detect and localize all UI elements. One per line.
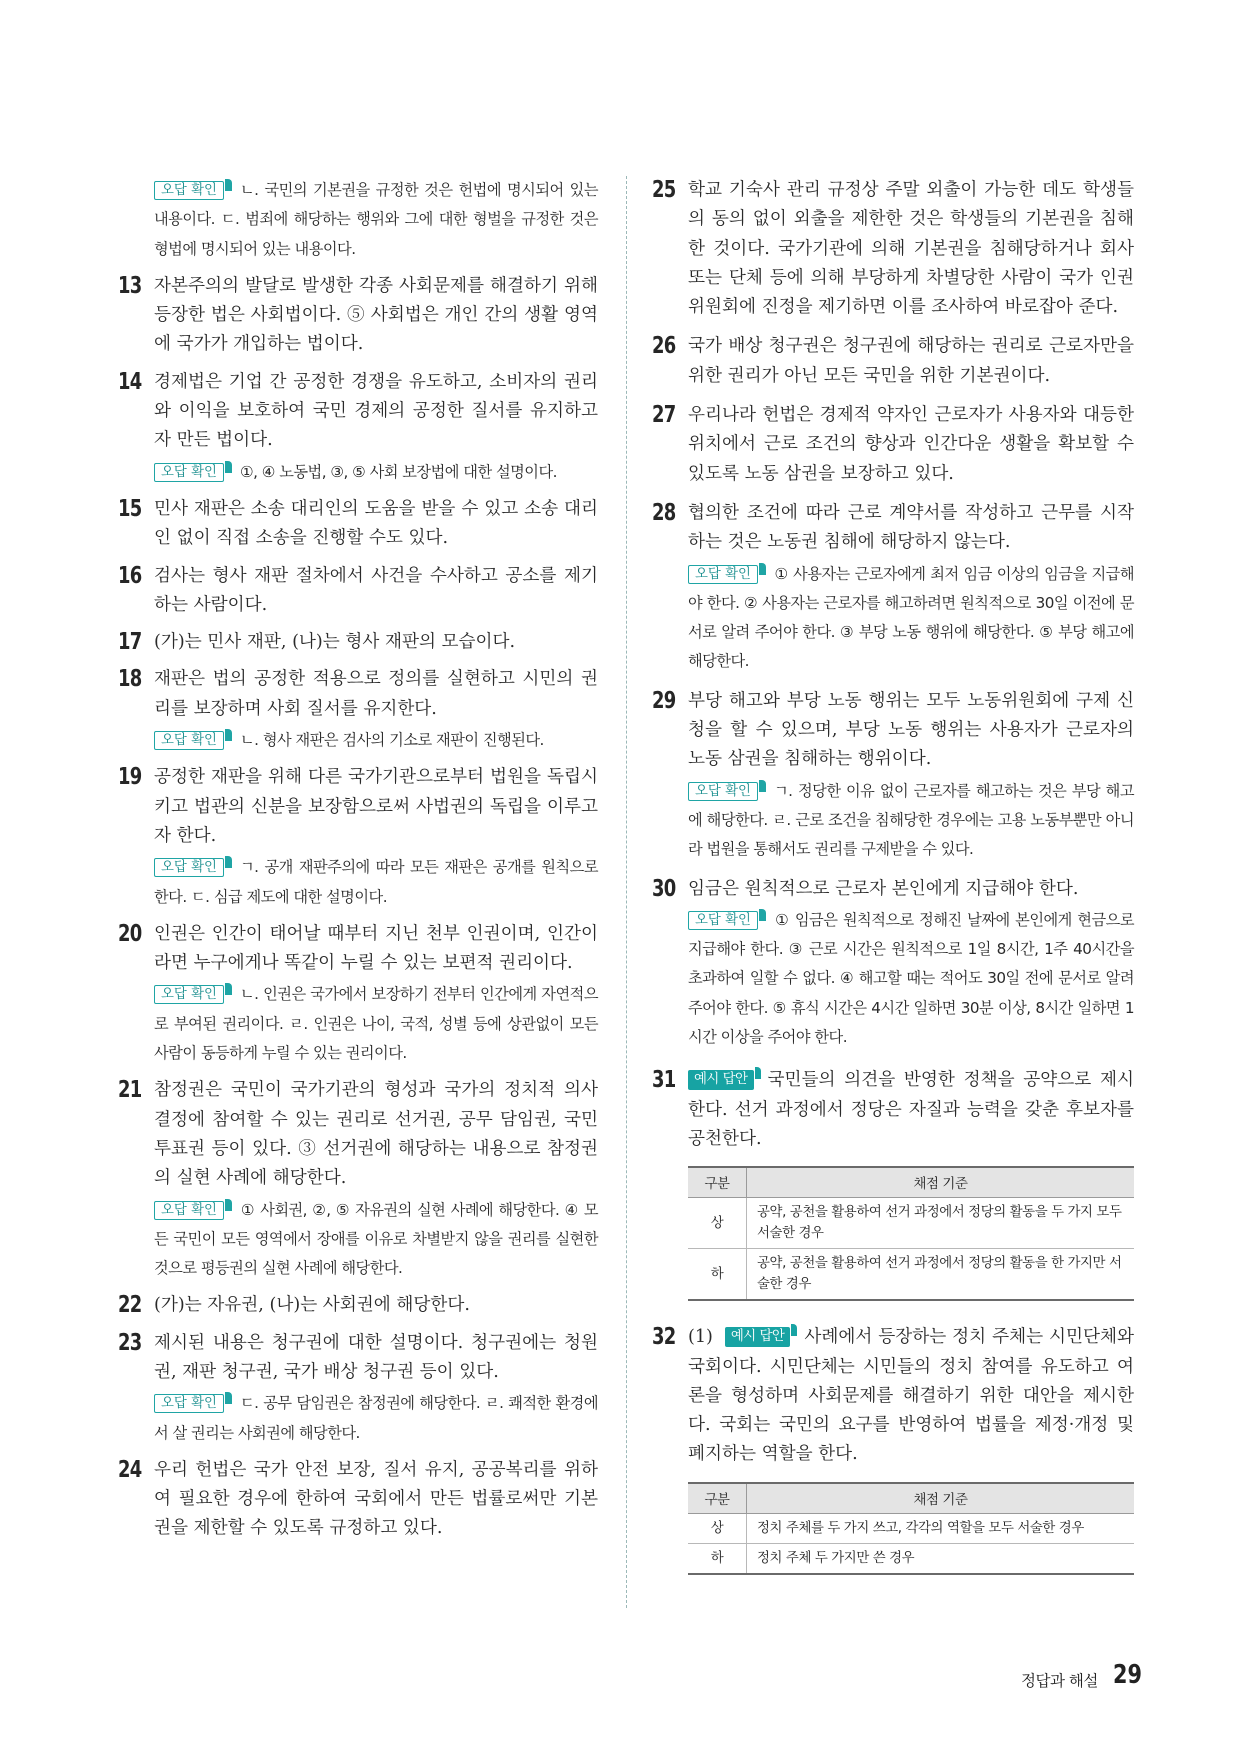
- note-text: ① 임금은 원칙적으로 정해진 날짜에 본인에게 현금으로 지급해야 한다. ③ 근로 시간은 원칙적으로 1일 8시간, 1주 40시간을 초과하여 일할 수 없다. ④ 해고할 때는 적어도 30일 전에 문서로 알려 주어야 한다. ⑤ 휴식 시간은 4시간 일하면 30분 이상, 8시간 일하면 1시간 이상을 주어야 한다.: [688, 910, 1134, 1047]
- grade-cell: 상: [688, 1198, 747, 1249]
- question-number: 22: [118, 1292, 142, 1319]
- note-text: ㄱ. 정당한 이유 없이 근로자를 해고하는 것은 부당 해고에 해당한다. ㄹ. 근로 조건을 침해당한 경우에는 고용 노동부뿐만 아니라 법원을 통해서도 권리를 구제받을 수 있다.: [688, 781, 1134, 859]
- answer-text: 국가 배상 청구권은 청구권에 해당하는 권리로 근로자만을 위한 권리가 아닌 모든 국민을 위한 기본권이다.: [688, 336, 1134, 386]
- answer-item: [652, 1323, 1134, 1574]
- wrong-answer-note: [154, 1389, 598, 1448]
- criteria-cell: 정치 주체를 두 가지 쓰고, 각각의 역할을 모두 서술한 경우: [747, 1513, 1135, 1543]
- question-number: 30: [652, 875, 676, 902]
- question-number: 27: [652, 402, 676, 429]
- grade-cell: 상: [688, 1513, 747, 1543]
- note-text: ㄴ. 국민의 기본권을 규정한 것은 헌법에 명시되어 있는 내용이다. ㄷ. 범죄에 해당하는 행위와 그에 대한 형벌을 규정한 것은 형법에 명시되어 있는 내용이다.: [154, 181, 598, 258]
- wrong-answer-note: [154, 458, 598, 487]
- answer-text: 인권은 인간이 태어날 때부터 지닌 천부 인권이며, 인간이라면 누구에게나 똑같이 누릴 수 있는 보편적 권리이다.: [154, 923, 598, 974]
- question-number: 23: [118, 1329, 142, 1356]
- wrong-answer-note: [154, 726, 598, 755]
- answer-item: [118, 1291, 598, 1320]
- grading-table: [688, 1166, 1134, 1301]
- wrong-answer-note: [154, 980, 598, 1068]
- answer-item: [118, 1076, 598, 1283]
- wrong-answer-badge: 오답 확인: [154, 181, 224, 200]
- question-number: 26: [652, 333, 676, 360]
- note-text: ① 사용자는 근로자에게 최저 임금 이상의 임금을 지급해야 한다. ② 사용자는 근로자를 해고하려면 원칙적으로 30일 이전에 문서로 알려 주어야 한다. ③ 부당 노동 행위에 해당한다. ⑤ 부당 해고에 해당한다.: [688, 564, 1134, 671]
- answer-text: 우리 헌법은 국가 안전 보장, 질서 유지, 공공복리를 위하여 필요한 경우에 한하여 국회에서 만든 법률로써만 기본권을 제한할 수 있도록 규정하고 있다.: [154, 1459, 598, 1539]
- question-number: 15: [118, 495, 142, 522]
- answer-item: [118, 495, 598, 554]
- example-answer-badge: 예시 답안: [725, 1327, 791, 1347]
- answer-text: 부당 해고와 부당 노동 행위는 모두 노동위원회에 구제 신청을 할 수 있으며, 부당 노동 행위는 사용자가 근로자의 노동 삼권을 침해하는 행위이다.: [688, 690, 1134, 770]
- answer-text: 참정권은 국민이 국가기관의 형성과 국가의 정치적 의사 결정에 참여할 수 있는 권리로 선거권, 공무 담임권, 국민 투표권 등이 있다. ③ 선거권에 해당하는 내용으로 참정권의 실현 사례에 해당한다.: [154, 1080, 598, 1189]
- grade-header: 구분: [688, 1483, 747, 1514]
- example-answer-badge: 예시 답안: [688, 1070, 754, 1090]
- answer-body: 국민들의 의견을 반영한 정책을 공약으로 제시한다. 선거 과정에서 정당은 자질과 능력을 갖춘 후보자를 공천한다.: [688, 1070, 1135, 1149]
- answer-text: 재판은 법의 공정한 적용으로 정의를 실현하고 시민의 권리를 보장하며 사회 질서를 유지한다.: [154, 669, 598, 719]
- criteria-cell: 정치 주체 두 가지만 쓴 경우: [747, 1543, 1135, 1574]
- answer-text: 임금은 원칙적으로 근로자 본인에게 지급해야 한다.: [688, 878, 1079, 899]
- answer-text: [688, 1323, 1134, 1469]
- answer-body: 사례에서 등장하는 정치 주체는 시민단체와 국회이다. 시민단체는 시민들의 정치 참여를 유도하고 여론을 형성하며 사회문제를 해결하기 위한 대안을 제시한다. 국회는 국민의 요구를 반영하여 법률을 제정·개정 및 폐지하는 역할을 한다.: [688, 1327, 1135, 1465]
- question-number: 25: [652, 177, 676, 203]
- answer-text: 공정한 재판을 위해 다른 국가기관으로부터 법원을 독립시키고 법관의 신분을 보장함으로써 사법권의 독립을 이루고자 한다.: [154, 767, 598, 846]
- wrong-answer-badge: 오답 확인: [154, 985, 224, 1004]
- answer-item: [118, 368, 598, 487]
- grade-cell: 하: [688, 1543, 747, 1574]
- answer-text: 경제법은 기업 간 공정한 경쟁을 유도하고, 소비자의 권리와 이익을 보호하여 국민 경제의 공정한 질서를 유지하고자 만든 법이다.: [154, 371, 598, 451]
- wrong-answer-note: [688, 777, 1134, 865]
- grade-header: 구분: [688, 1167, 747, 1198]
- note-text: ㄴ. 형사 재판은 검사의 기소로 재판이 진행된다.: [240, 731, 544, 750]
- question-number: 21: [118, 1077, 142, 1104]
- question-number: 14: [118, 368, 142, 395]
- sub-question-label: (1): [688, 1327, 713, 1348]
- note-text: ㄱ. 공개 재판주의에 따라 모든 재판은 공개를 원칙으로 한다. ㄷ. 심급 제도에 대한 설명이다.: [154, 858, 598, 906]
- answer-text: (가)는 민사 재판, (나)는 형사 재판의 모습이다.: [154, 632, 516, 653]
- answer-item: [118, 1329, 598, 1448]
- answer-item: [118, 763, 598, 911]
- answer-item: [652, 875, 1134, 1053]
- grade-cell: 하: [688, 1249, 747, 1301]
- wrong-answer-note: [688, 906, 1134, 1052]
- question-number: 19: [118, 764, 142, 791]
- wrong-answer-badge: 오답 확인: [154, 858, 224, 877]
- note-text: ㄷ. 공무 담임권은 참정권에 해당한다. ㄹ. 쾌적한 환경에서 살 권리는 사회권에 해당한다.: [154, 1394, 598, 1442]
- note-text: ①, ④ 노동법, ③, ⑤ 사회 보장법에 대한 설명이다.: [240, 462, 557, 481]
- wrong-answer-note: [688, 560, 1134, 677]
- criteria-header: 채점 기준: [747, 1167, 1135, 1198]
- column-divider: [626, 176, 627, 1608]
- answer-item: [652, 687, 1134, 865]
- wrong-answer-note: [154, 1196, 598, 1284]
- question-number: 28: [652, 499, 676, 526]
- answer-text: 우리나라 헌법은 경제적 약자인 근로자가 사용자와 대등한 위치에서 근로 조건의 향상과 인간다운 생활을 확보할 수 있도록 노동 삼권을 보장하고 있다.: [688, 405, 1134, 484]
- wrong-answer-badge: 오답 확인: [688, 911, 758, 930]
- question-number: 31: [652, 1067, 676, 1094]
- answer-text: 민사 재판은 소송 대리인의 도움을 받을 수 있고 소송 대리인 없이 직접 소송을 진행할 수도 있다.: [154, 498, 598, 549]
- question-number: 17: [118, 629, 142, 656]
- answer-item: [118, 665, 598, 755]
- right-column: [652, 176, 1134, 1575]
- criteria-cell: 공약, 공천을 활용하여 선거 과정에서 정당의 활동을 한 가지만 서술한 경우: [747, 1249, 1135, 1301]
- wrong-answer-badge: 오답 확인: [154, 1201, 224, 1220]
- answer-text: (가)는 자유권, (나)는 사회권에 해당한다.: [154, 1295, 470, 1316]
- question-number: 13: [118, 272, 142, 299]
- question-number: 16: [118, 562, 142, 589]
- answer-text: 검사는 형사 재판 절차에서 사건을 수사하고 공소를 제기하는 사람이다.: [154, 565, 598, 615]
- answer-item: [652, 499, 1134, 677]
- wrong-answer-note: [154, 853, 598, 912]
- wrong-answer-note: [154, 176, 598, 264]
- answer-item: [118, 628, 598, 657]
- answer-item: [652, 176, 1134, 322]
- wrong-answer-badge: 오답 확인: [154, 1394, 224, 1413]
- question-number: 18: [118, 666, 142, 693]
- wrong-answer-badge: 오답 확인: [154, 463, 224, 482]
- answer-text: [688, 1066, 1134, 1154]
- question-number: 20: [118, 920, 142, 947]
- criteria-cell: 공약, 공천을 활용하여 선거 과정에서 정당의 활동을 두 가지 모두 서술한 경우: [747, 1198, 1135, 1249]
- question-number: 24: [118, 1456, 142, 1483]
- answer-item: [652, 332, 1134, 391]
- answer-item: [118, 176, 598, 264]
- criteria-header: 채점 기준: [747, 1483, 1135, 1514]
- wrong-answer-badge: 오답 확인: [688, 565, 758, 584]
- answer-item: [118, 272, 598, 360]
- wrong-answer-badge: 오답 확인: [688, 782, 758, 801]
- answer-item: [118, 562, 598, 621]
- answer-text: 협의한 조건에 따라 근로 계약서를 작성하고 근무를 시작하는 것은 노동권 침해에 해당하지 않는다.: [688, 502, 1134, 553]
- question-number: 32: [652, 1324, 676, 1351]
- wrong-answer-badge: 오답 확인: [154, 731, 224, 750]
- note-text: ① 사회권, ②, ⑤ 자유권의 실현 사례에 해당한다. ④ 모든 국민이 모든 영역에서 장애를 이유로 차별받지 않을 권리를 실현한 것으로 평등권의 실현 사례에 해당한다.: [154, 1200, 598, 1278]
- question-number: 29: [652, 687, 676, 714]
- grading-table: [688, 1482, 1134, 1575]
- answer-item: [118, 1456, 598, 1544]
- answer-text: 학교 기숙사 관리 규정상 주말 외출이 가능한 데도 학생들의 동의 없이 외출을 제한한 것은 학생들의 기본권을 침해한 것이다. 국가기관에 의해 기본권을 침해당하거나 회사 또는 단체 등에 의해 부당하게 차별당한 사람이 국가 인권 위원회에 진정을 제기하면 이를 조사하여 바로잡아 준다.: [688, 180, 1134, 318]
- footer-label: 정답과 해설: [1021, 1672, 1098, 1690]
- answer-text: 제시된 내용은 청구권에 대한 설명이다. 청구권에는 청원권, 재판 청구권, 국가 배상 청구권 등이 있다.: [154, 1332, 598, 1382]
- answer-item: [118, 920, 598, 1068]
- note-text: ㄴ. 인권은 국가에서 보장하기 전부터 인간에게 자연적으로 부여된 권리이다. ㄹ. 인권은 나이, 국적, 성별 등에 상관없이 모든 사람이 동등하게 누릴 수 있는 권리이다.: [154, 985, 598, 1063]
- answer-item: [652, 1066, 1134, 1301]
- answer-item: [652, 401, 1134, 489]
- left-column: [118, 176, 598, 1544]
- answer-text: 자본주의의 발달로 발생한 각종 사회문제를 해결하기 위해 등장한 법은 사회법이다. ⑤ 사회법은 개인 간의 생활 영역에 국가가 개입하는 법이다.: [154, 275, 598, 355]
- page-number: 29: [1113, 1660, 1142, 1690]
- right-answer-list: [652, 176, 1134, 1052]
